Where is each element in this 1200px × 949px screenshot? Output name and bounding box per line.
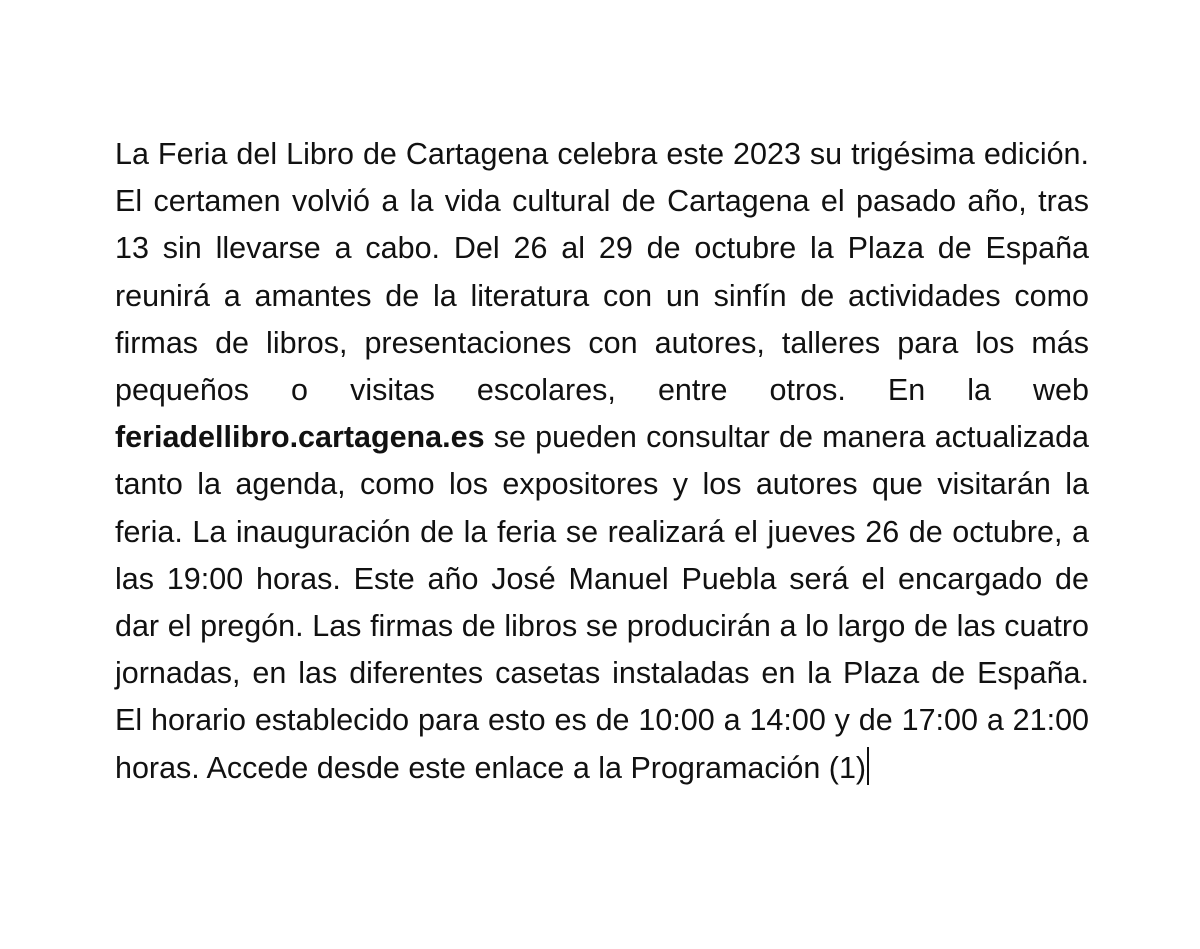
paragraph-text-start: La Feria del Libro de Cartagena celebra este 2023 su trigésima edición. El certamen volvió a la vida cultural de Cartagena el pasado año, tras 13 sin llevarse a cabo. Del 26 al 29 de octubre la Plaza de España reunirá a amantes de la literatura con un sinfín de actividades como firmas de libros, presentaciones con autores, talleres para los más pequeños o visitas escolares, entre otros. En la web	[115, 137, 1089, 408]
text-cursor-icon	[867, 747, 869, 785]
document-paragraph	[115, 131, 1089, 792]
website-link-text[interactable]: feriadellibro.cartagena.es	[115, 420, 485, 455]
paragraph-text-end: se pueden consultar de manera actualizada tanto la agenda, como los expositores y los autores que visitarán la feria. La inauguración de la feria se realizará el jueves 26 de octubre, a las 19:00 horas. Este año José Manuel Puebla será el encargado de dar el pregón. Las firmas de libros se producirán a lo largo de las cuatro jornadas, en las diferentes casetas instaladas en la Plaza de España. El horario establecido para esto es de 10:00 a 14:00 y de 17:00 a 21:00 horas. Accede desde este enlace a la Programación (1)	[115, 420, 1089, 785]
